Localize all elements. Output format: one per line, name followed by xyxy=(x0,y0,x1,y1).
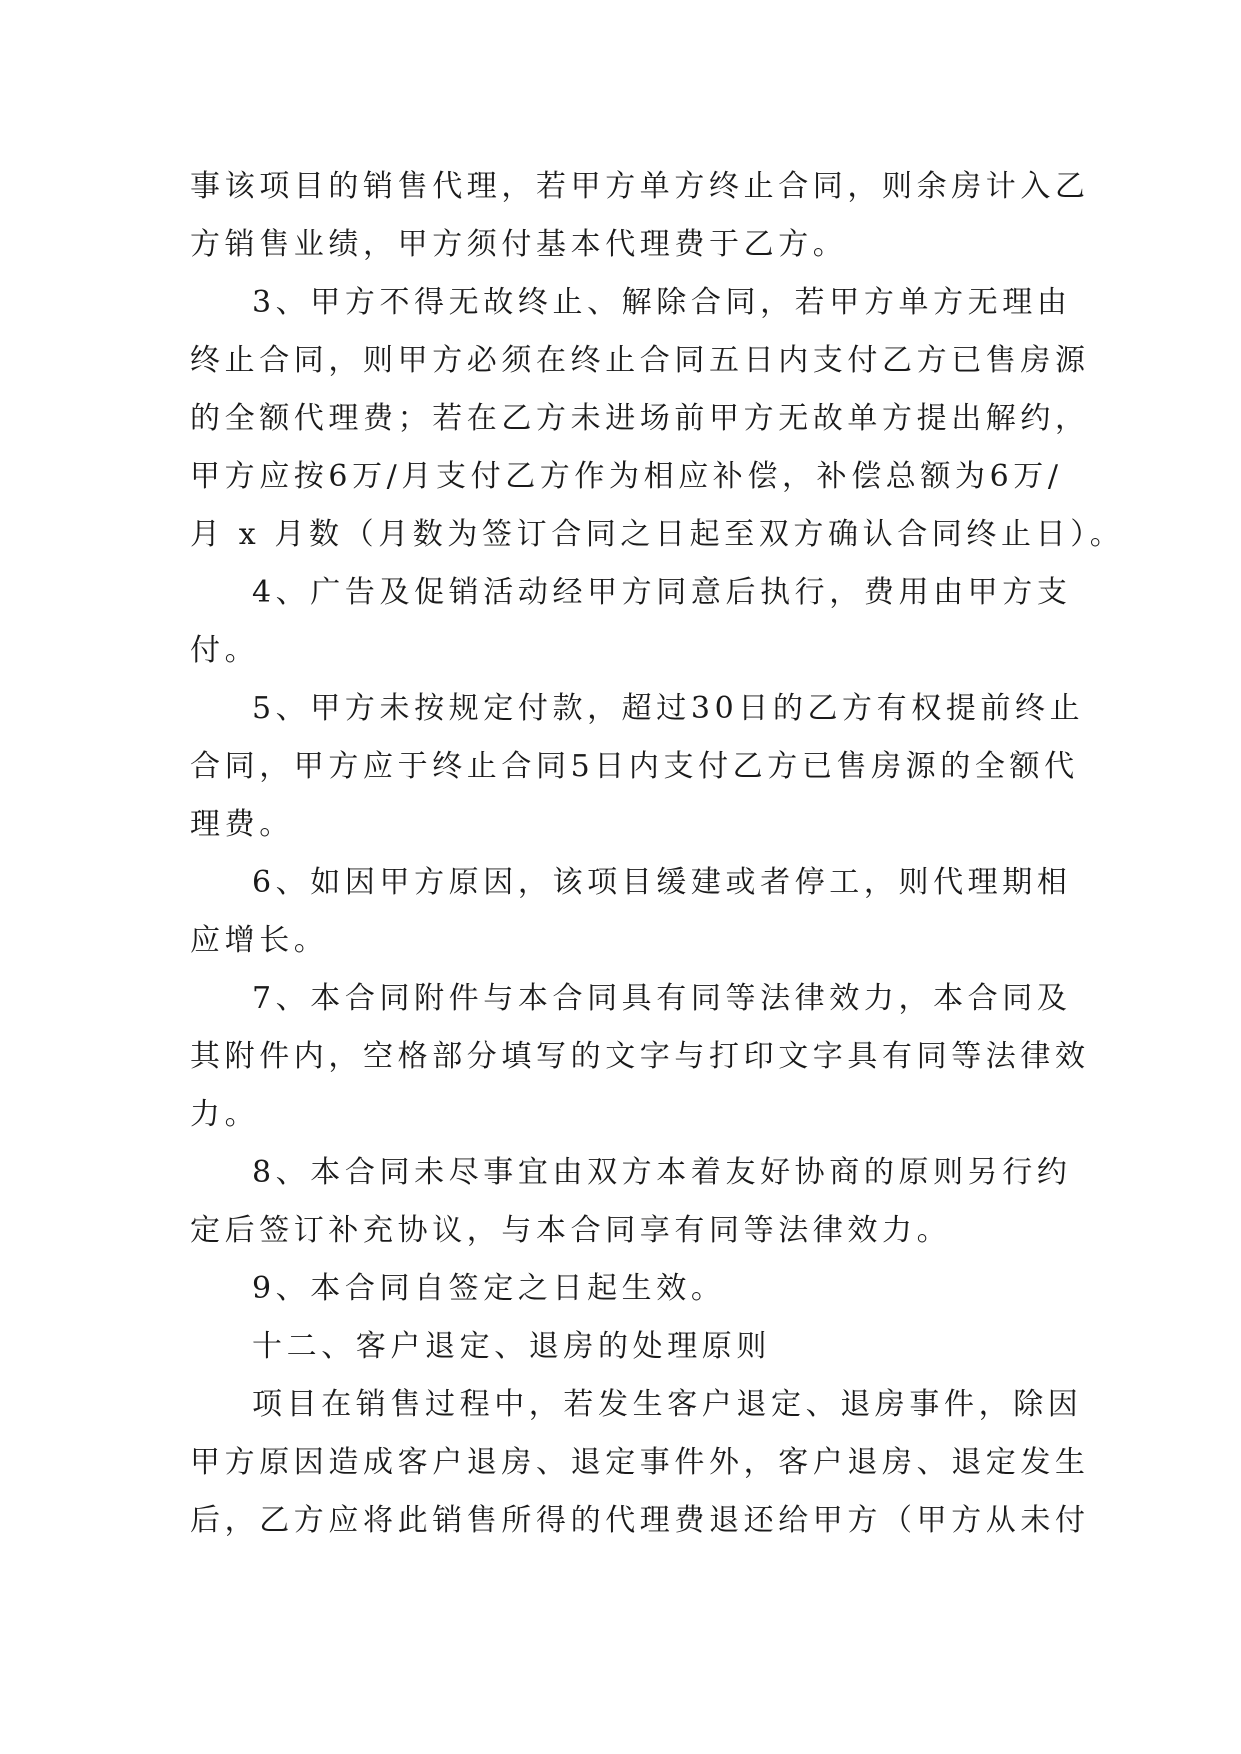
text-line: 事该项目的销售代理，若甲方单方终止合同，则余房计入乙 xyxy=(190,169,1090,204)
text-line: 后，乙方应将此销售所得的代理费退还给甲方（甲方从未付 xyxy=(190,1503,1090,1538)
text-line: 的全额代理费；若在乙方未进场前甲方无故单方提出解约， xyxy=(190,401,1090,436)
text-line: 项目在销售过程中，若发生客户退定、退房事件，除因 xyxy=(252,1387,1083,1422)
text-line: 3、甲方不得无故终止、解除合同，若甲方单方无理由 xyxy=(252,285,1072,320)
text-line: 甲方原因造成客户退房、退定事件外，客户退房、退定发生 xyxy=(190,1445,1090,1480)
text-line: 9、本合同自签定之日起生效。 xyxy=(252,1271,726,1306)
text-line: 方销售业绩，甲方须付基本代理费于乙方。 xyxy=(190,227,848,262)
text-line: 定后签订补充协议，与本合同享有同等法律效力。 xyxy=(190,1213,952,1248)
text-line: 应增长。 xyxy=(190,923,329,958)
text-line: 付。 xyxy=(190,633,260,668)
text-line: 其附件内，空格部分填写的文字与打印文字具有同等法律效 xyxy=(190,1039,1090,1074)
text-line: 4、广告及促销活动经甲方同意后执行，费用由甲方支 xyxy=(252,575,1072,610)
text-line: 5、甲方未按规定付款，超过30日的乙方有权提前终止 xyxy=(252,691,1085,726)
text-line: 6、如因甲方原因，该项目缓建或者停工，则代理期相 xyxy=(252,865,1072,900)
text-line: 力。 xyxy=(190,1097,260,1132)
text-line: 十二、客户退定、退房的处理原则 xyxy=(252,1329,771,1364)
text-line: 甲方应按6万/月支付乙方作为相应补偿，补偿总额为6万/ xyxy=(190,459,1063,494)
text-line: 理费。 xyxy=(190,807,294,842)
text-line: 月 x 月数（月数为签订合同之日起至双方确认合同终止日）。 xyxy=(190,517,1125,552)
text-line: 合同，甲方应于终止合同5日内支付乙方已售房源的全额代 xyxy=(190,749,1079,784)
document-body xyxy=(190,158,1125,1550)
text-line: 8、本合同未尽事宜由双方本着友好协商的原则另行约 xyxy=(252,1155,1072,1190)
text-line: 终止合同，则甲方必须在终止合同五日内支付乙方已售房源 xyxy=(190,343,1090,378)
text-line: 7、本合同附件与本合同具有同等法律效力，本合同及 xyxy=(252,981,1072,1016)
